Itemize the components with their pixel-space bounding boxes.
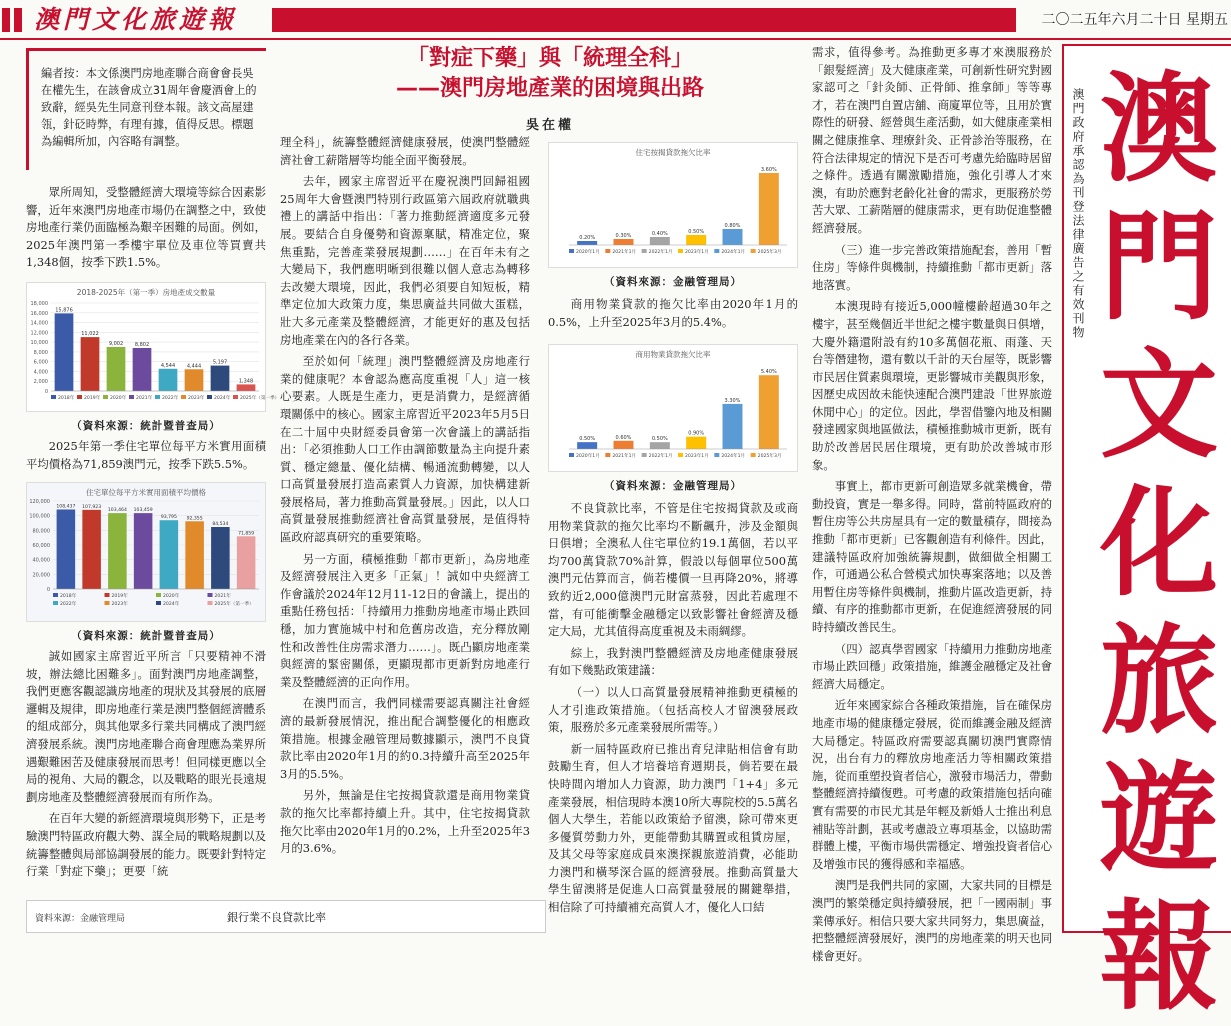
bar-value-label: 0.30% <box>615 233 632 239</box>
big-char: 文 <box>1099 335 1218 474</box>
bar-value-label: 103,459 <box>133 508 153 514</box>
article-author: 吳在權 <box>525 118 574 133</box>
paragraph: （一）以人口高質量發展精神推動更積極的人才引進政策措施。（包括高校人才留澳發展政策，服務於多元產業發展所需等。） <box>548 684 798 735</box>
bar <box>237 536 256 589</box>
legend-swatch <box>105 593 110 597</box>
paragraph: 不良貸款比率，不管是住宅按揭貸款及或商用物業貸款的拖欠比率均不斷飆升，涉及金額與日俱增；全澳私人住宅單位約19.1萬個，若以平均700萬貸款70%計算，假設以每個單位500萬澳門元估算而言，倘若樓價一旦再降20%，將導致約近2,000億澳門元財富蒸發，因此若處理不當，有可能衝擊金融穩定以致影響社會經濟及穩定大局，尤其值得高度重視及未雨綢繆。 <box>548 501 798 639</box>
paragraph: 至於如何「統理」澳門整體經濟及房地產行業的健康呢？本會認為應高度重視「人」這一核心要素。人既是生產力，更是消費力，是經濟循環關係中的核心。國家主席習近平2023年5月5日在二十屆中央財經委員會第一次會議上的講話指出：「必須推動人口工作由調節數量為主向提升素質、穩定總量、優化結構、暢通流動轉變，以人口高質量發展打造高素質人力資源，加快構建新發展格局，著力推動高質量發展。」因此，以人口高質量發展推動經濟社會高質量發展，是值得特區政府認真研究的重要策略。 <box>280 354 530 545</box>
paragraph: （四）認真學習國家「持續用力推動房地產市場止跌回穩」政策措施，維護金融穩定及社會經濟大局穩定。 <box>812 641 1052 691</box>
legend-label: 2025年（第一季） <box>214 602 254 607</box>
legend-label: 2020年1月 <box>576 250 600 255</box>
column-4 <box>812 44 1052 969</box>
bar <box>759 375 779 449</box>
column-3-bottom <box>548 500 798 921</box>
column-1-top <box>26 184 266 276</box>
bar-value-label: 4,444 <box>186 363 202 370</box>
bar-value-label: 0.20% <box>579 235 596 241</box>
bar <box>185 369 204 391</box>
bar <box>686 235 706 245</box>
paragraph: 眾所周知，受整體經濟大環境等綜合因素影響，近年來澳門房地產市場仍在調整之中，致使房地產行業仍面臨極為艱辛困難的局面。例如，2025年澳門第一季樓宇單位及車位等買賣共1,348個，按季下跌1.5%。 <box>26 185 266 270</box>
legend-label: 2024年 <box>214 396 231 401</box>
chart-transactions <box>26 282 280 412</box>
bar <box>577 241 597 245</box>
paragraph: 商用物業貸款的拖欠比率由2020年1月的0.5%，上升至2025年3月的5.4%。 <box>548 297 798 329</box>
legend-label: 2019年 <box>84 396 101 401</box>
legend-swatch <box>207 395 212 399</box>
bar <box>650 442 670 449</box>
bar-value-label: 108,437 <box>56 504 76 510</box>
legend-swatch <box>156 601 161 605</box>
y-tick-label: 10,000 <box>30 340 48 347</box>
bar <box>134 513 153 589</box>
paragraph: 2025年第一季住宅單位每平方米實用面積平均價格為71,859澳門元，按季下跌5.5%。 <box>26 439 266 471</box>
bar-value-label: 11,022 <box>81 331 99 338</box>
paragraph: 新一屆特區政府已推出育兒津貼相信會有助鼓勵生育，但人才培養培育週期長，倘若要在最快時間內增加人力資源，助力澳門「1+4」多元產業發展，相信現時本澳10所大專院校的5.5萬名個人大學生，若能以政策給予留澳，除可帶來更多優質勞動力外，更能帶動其購置或租賃房屋，及其父母等家庭成員來澳探親旅遊消費，必能助力澳門和橫琴深合區的經濟發展。推動高質量大學生留澳將是促進人口高質量發展的關鍵舉措，相信除了可持續補充高質人才，優化人口結 <box>548 741 798 915</box>
legend-label: 2021年 <box>214 594 231 599</box>
bar-value-label: 71,859 <box>238 531 255 537</box>
bar-value-label: 1,348 <box>238 378 254 385</box>
chart-source-caption: （資料來源：金融管理局） <box>604 276 742 288</box>
masthead-block-left <box>2 8 10 32</box>
chart-title: 2018-2025年（第一季）房地產成交數量 <box>76 288 216 297</box>
column-1-bottom <box>26 648 266 885</box>
legend-swatch <box>569 453 574 457</box>
bar-value-label: 3.30% <box>724 397 741 404</box>
legend-label: 2025年3月 <box>757 454 782 459</box>
legend-swatch <box>751 249 756 253</box>
legend-label: 2021年 <box>136 396 153 401</box>
bar <box>686 437 706 449</box>
paper-name: 澳門文化旅遊報 <box>34 5 238 34</box>
masthead <box>0 0 1231 40</box>
chart-source-caption: （資料來源：金融管理局） <box>604 480 742 492</box>
big-char: 門 <box>1099 197 1218 336</box>
paragraph: 在百年大變的新經濟環境與形勢下，正是考驗澳門特區政府觀大勢、謀全局的戰略規劃以及統籌整體與局部協調發展的能力。既要針對特定行業「對症下藥」；更要「統 <box>26 811 266 879</box>
chart-commercial-svg <box>549 345 797 471</box>
paragraph: 去年，國家主席習近平在慶祝澳門回歸祖國25周年大會暨澳門特別行政區第六屆政府就職典禮上的講話中指出：「著力推動經濟適度多元發展。要結合自身優勢和資源稟賦，精准定位，聚焦重點，完善產業發展規劃……」在百年未有之大變局下，我們應明晰到很難以個人意志為轉移去改變大環境，因此，我們必須要自知短板，精準定位加大政策力度，集思廣益共同做大蛋糕，壯大多元產業及整體經濟，才能更好的惠及包括房地產業在內的各行各業。 <box>280 174 530 347</box>
chart-price <box>26 482 266 622</box>
legend-swatch <box>77 395 82 399</box>
bar <box>133 348 152 391</box>
legend-label: 2024年 <box>163 602 180 607</box>
masthead-rule <box>0 38 1231 40</box>
paragraph: 綜上，我對澳門整體經濟及房地產健康發展有如下幾點政策建議： <box>548 645 798 678</box>
bar-value-label: 0.90% <box>688 430 705 437</box>
y-tick-label: 40,000 <box>32 557 50 564</box>
y-tick-label: 0 <box>46 587 50 593</box>
bar <box>160 520 179 589</box>
bar-value-label: 0.80% <box>724 223 741 229</box>
y-tick-label: 8,000 <box>33 349 48 356</box>
bar <box>759 173 779 245</box>
legend-swatch <box>233 395 238 399</box>
bar-value-label: 107,923 <box>82 504 102 510</box>
paragraph: （三）進一步完善政策措施配套，善用「暫住房」等條件與機制，持續推動「都市更新」落地落實。 <box>812 242 1052 292</box>
legend-swatch <box>51 395 56 399</box>
column-2 <box>280 134 530 862</box>
legend-swatch <box>678 249 683 253</box>
chart-price-svg <box>27 483 265 621</box>
legend-label: 2023年1月 <box>685 250 709 255</box>
bar-value-label: 84,534 <box>212 522 229 528</box>
bar-value-label: 92,355 <box>186 516 203 522</box>
chart-title: 住宅按揭貸款拖欠比率 <box>635 148 711 157</box>
legend-label: 2025年（第一季） <box>240 396 280 401</box>
chart-source-text: 資料來源：金融管理局 <box>35 914 126 924</box>
legend-label: 2025年3月 <box>757 250 782 255</box>
y-tick-label: 12,000 <box>30 330 48 337</box>
paragraph: 另一方面，積極推動「都市更新」，為房地產及經濟發展注入更多「正氣」！誠如中央經濟工作會議於2024年12月11-12日的會議上，提出的重點任務包括：「持續用力推動房地產市場止跌回穩，加力實施城中村和危舊房改造，充分釋放剛性和改善性住房需求潛力……」。既凸顯房地產業與經濟的緊密關係，更顯現都市更新對房地產行業及整體經濟的正向作用。 <box>280 551 530 689</box>
y-tick-label: 6,000 <box>33 359 48 366</box>
legend-swatch <box>53 601 58 605</box>
chart-transactions-svg <box>27 283 280 411</box>
column-1-mid <box>26 438 266 477</box>
issue-date: 二〇二五年六月二十日 星期五 <box>1041 12 1228 28</box>
y-tick-label: 4,000 <box>33 369 48 376</box>
bar-value-label: 0.40% <box>651 231 668 237</box>
bar-value-label: 4,544 <box>160 362 176 369</box>
bar-value-label: 15,876 <box>55 307 73 314</box>
y-tick-label: 16,000 <box>30 310 48 317</box>
legend-label: 2023年1月 <box>685 454 709 459</box>
title-line-1: 「對症下藥」與「統理全科」 <box>406 46 693 71</box>
paragraph: 理全科」，統籌整體經濟健康發展，使澳門整體經濟社會工薪階層等均能全面平衡發展。 <box>280 135 530 167</box>
big-char: 報 <box>1099 887 1218 1026</box>
paragraph: 事實上，都市更新可創造眾多就業機會，帶動投資，實是一舉多得。同時，當前特區政府的暫住房等公共房屋具有一定的數量積存，間接為推動「都市更新」已客觀創造有利條件。因此，建議特區政府加強統籌規劃，做細做全相關工作，可通過公私合營模式加快專案落地；以及善用暫住房等條件與機制，推動片區改造更新，持續、有序的推動都市更新，在促進經濟發展的同時持續改善民生。 <box>812 479 1052 634</box>
legend-label: 2018年 <box>60 594 77 599</box>
legend-label: 2023年 <box>188 396 205 401</box>
legend-label: 2022年 <box>162 396 179 401</box>
legend-swatch <box>155 395 160 399</box>
legend-swatch <box>714 453 719 457</box>
big-char: 遊 <box>1099 749 1218 888</box>
chart-title: 住宅單位每平方米實用面積平均價格 <box>86 488 206 497</box>
y-tick-label: 14,000 <box>30 320 48 327</box>
chart-commercial-delinquency <box>548 344 798 472</box>
bar <box>185 521 204 589</box>
chart-source-caption: （資料來源：統計暨普查局） <box>71 630 221 642</box>
legend-label: 2022年 <box>60 602 77 607</box>
bar <box>211 527 230 589</box>
bar <box>81 337 100 391</box>
y-tick-label: 100,000 <box>29 513 50 520</box>
bar <box>723 229 743 245</box>
y-tick-label: 80,000 <box>32 528 50 535</box>
bar-value-label: 9,002 <box>108 340 124 347</box>
legend-label: 2018年 <box>58 396 75 401</box>
legend-swatch <box>605 249 610 253</box>
chart-title: 銀行業不良貸款比率 <box>227 911 326 924</box>
paragraph: 近年來國家綜合各種政策措施，旨在確保房地產市場的健康穩定發展，從而維護金融及經濟大局穩定。特區政府需要認真關切澳門實際情況，出台有力的釋放房地產活力等相關政策措施，從而重塑投資者信心，激發市場活力，帶動整體經濟持續復甦。可考慮的政策措施包括向確實有需要的市民尤其是年輕及新婚人士推出利息補貼等計劃，甚或考慮設立專項基金，以協助需群體上樓，平衡市場供需穩定、增強投資者信心及增強市民的獲得感和幸福感。 <box>812 698 1052 871</box>
side-ad-big-title <box>1094 60 1224 1026</box>
legend-swatch <box>129 395 134 399</box>
legend-swatch <box>751 453 756 457</box>
legend-label: 2020年1月 <box>576 454 600 459</box>
bar-value-label: 5,197 <box>212 359 228 366</box>
bar <box>57 509 76 589</box>
paragraph: 需求，值得參考。為推動更多專才來澳服務於「銀髮經濟」及大健康產業，可創新性研究對國家認可之「針灸師、正骨師、推拿師」等等專才，若在澳門自置店舖、商廈單位等，且用於實際性的研發、經營與生產活動，如大健康產業相關之健康推拿、理療針灸、正骨診治等服務，在符合法律規定的情況下是否可考慮先給臨時居留之條件。透過有關激勵措施，強化引導人才來澳，有助於應對老齡化社會的需求，更服務於勞苦大眾、工薪階層的健康需求，更有助促進整體經濟發展。 <box>812 45 1052 235</box>
paragraph: 誠如國家主席習近平所言「只要精神不滑坡，辦法總比困難多」。面對澳門房地產調整，我們更應客觀認識房地產的現狀及其發展的底層邏輯及規律，即房地產行業是澳門整個經濟體系的組成部分，與其他眾多行業共同構成了澳門經濟發展系統。澳門房地產聯合商會理應為業界所遇艱難困苦及健康發展而思考！但同樣更應以全局的視角、大局的觀念，以及戰略的眼光長遠規劃房地產及整體經濟發展而有所作為。 <box>26 649 266 804</box>
bar <box>577 442 597 449</box>
bar <box>211 366 230 391</box>
column-3-top <box>548 296 798 335</box>
bar-value-label: 93,795 <box>160 515 177 521</box>
bar-value-label: 3.60% <box>760 167 777 173</box>
y-tick-label: 18,000 <box>30 301 48 307</box>
bar-value-label: 0.50% <box>651 436 668 443</box>
legend-label: 2022年1月 <box>648 454 673 459</box>
y-tick-label: 2,000 <box>33 379 48 386</box>
paragraph: 另外，無論是住宅按揭貸款還是商用物業貸款的拖欠比率都持續上升。其中，住宅按揭貸款拖欠比率由2020年1月的0.2%，上升至2025年3月的3.6%。 <box>280 788 530 856</box>
legend-swatch <box>181 395 186 399</box>
bar <box>723 404 743 449</box>
masthead-block-left-2 <box>14 8 22 32</box>
bar-value-label: 5.40% <box>760 369 777 376</box>
legend-swatch <box>642 453 647 457</box>
paragraph: 在澳門而言，我們同樣需要認真關注社會經濟的最新發展情況，推出配合調整優化的相應政策措施。根據金融管理局數據顯示，澳門不良貸款比率由2020年1月的約0.3持續升高至2025年3月的5.5%。 <box>280 696 530 781</box>
chart-residential-delinquency <box>548 142 798 268</box>
bar <box>237 384 256 391</box>
bar <box>650 237 670 245</box>
legend-swatch <box>53 593 58 597</box>
y-tick-label: 20,000 <box>32 572 50 579</box>
title-line-2: ——澳門房地產業的困境與出路 <box>395 76 704 101</box>
bar <box>55 313 74 391</box>
bar <box>107 347 126 391</box>
masthead-bar <box>272 8 1016 32</box>
editor-note: 編者按：本文係澳門房地產聯合商會會長吳在權先生，在該會成立31周年會慶酒會上的致辭，經吳先生同意刊登本報。該文高屋建瓴，針砭時弊，有理有據，值得反思。標題為編輯所加，內容略有調整。 <box>26 48 266 170</box>
article-title <box>330 44 770 104</box>
chart-source-caption: （資料來源：統計暨普查局） <box>71 420 221 432</box>
bar <box>614 239 634 245</box>
bar-value-label: 0.50% <box>688 229 705 235</box>
legend-swatch <box>156 593 161 597</box>
legend-swatch <box>569 249 574 253</box>
legend-label: 2023年 <box>111 602 128 607</box>
bar-value-label: 8,802 <box>134 341 150 348</box>
chart-title: 商用物業貸款拖欠比率 <box>635 350 711 359</box>
side-ad-vertical-text: 澳門政府承認為刊登法律廣告之有效刊物 <box>1071 88 1085 340</box>
y-tick-label: 0 <box>44 389 48 395</box>
legend-label: 2019年 <box>111 594 128 599</box>
legend-swatch <box>208 593 213 597</box>
legend-swatch <box>105 601 110 605</box>
paragraph: 澳門是我們共同的家園，大家共同的目標是澳門的繁榮穩定與持續發展，把「一國兩制」事業傳承好。相信只要大家共同努力，集思廣益，把整體經濟發展好，澳門的房地產業的明天也同樣會更好。 <box>812 878 1052 963</box>
chart-npl-ratio <box>26 900 546 933</box>
big-char: 化 <box>1099 473 1218 612</box>
legend-label: 2022年1月 <box>648 250 673 255</box>
legend-swatch <box>605 453 610 457</box>
legend-swatch <box>208 601 213 605</box>
legend-label: 2020年 <box>110 396 127 401</box>
bar-value-label: 0.50% <box>579 436 596 443</box>
legend-swatch <box>678 453 683 457</box>
bar-value-label: 0.60% <box>615 434 632 441</box>
bar-value-label: 103,464 <box>107 508 127 514</box>
big-char: 旅 <box>1099 611 1218 750</box>
legend-swatch <box>714 249 719 253</box>
chart-residential-svg <box>549 143 797 267</box>
legend-label: 2024年1月 <box>721 454 746 459</box>
legend-label: 2021年1月 <box>612 250 637 255</box>
legend-label: 2020年 <box>163 594 180 599</box>
legend-label: 2021年1月 <box>612 454 637 459</box>
bar <box>108 513 127 589</box>
big-char: 澳 <box>1099 59 1218 198</box>
y-tick-label: 120,000 <box>29 499 50 505</box>
legend-swatch <box>103 395 108 399</box>
paragraph: 本澳現時有接近5,000幢樓齡超過30年之樓宇，甚至幾個近半世紀之樓宇數量與日俱增，大慶外籍還附設有約10多萬個花瓶、雨蓬、天台等僭建物，還有數以千計的天台屋等，既影響市民居住質素與環境，更影響城市美觀與形象，因歷史成因故未能快速配合澳門建設「世界旅遊休閒中心」的定位。因此，學習借鑒內地及相關發達國家與地區做法，積極推動城市更新，既有助於改善居民居住環境，更有助於改善城市形象。 <box>812 299 1052 472</box>
legend-label: 2024年1月 <box>721 250 746 255</box>
bar <box>614 441 634 449</box>
legend-swatch <box>642 249 647 253</box>
bar <box>82 510 101 589</box>
bar <box>159 369 178 391</box>
y-tick-label: 60,000 <box>32 543 50 549</box>
